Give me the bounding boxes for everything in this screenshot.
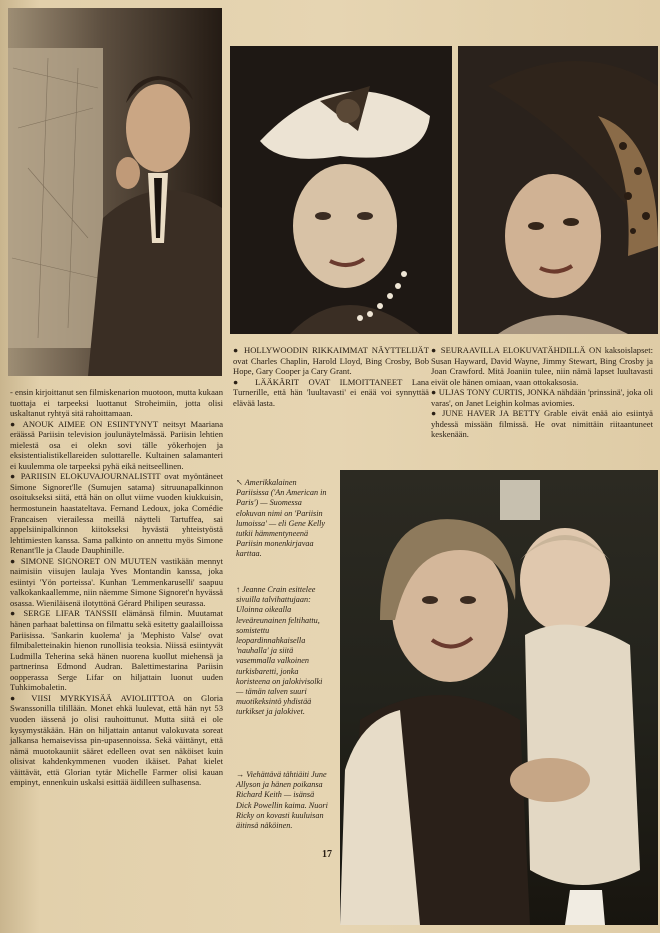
page-number: 17: [322, 849, 332, 860]
photo-leopard-hat: [458, 46, 658, 334]
col3-bullet-1: ● SEURAAVILLA ELOKUVATÄHDILLÄ ON kaksoislapset: Susan Hayward, David Wayne, Jimmy Stewart, Bing Crosby ja Joan Crawford. Mitä Joaniin tulee, niin nämä lapset luultavasti eivät ole hänen omiaan, vaan ottokaksosia.: [431, 345, 654, 387]
col1-paragraph-3: ● PARIISIN ELOKUVAJOURNALISTIT ovat myöntäneet Simone Signoret'lle (Sumujen satama) sitruunapalkinnon osoitukseksi siitä, että hän on ollut viime vuoden kiukkuisin, hermostunein haastateltava. Fernand Ledoux, joka Comédie Francaisen vierailessa meillä näytteli Tartuffea, sai appelsiinipalkinnon kiitokseksi hyvästä yhteistyöstä lehtimiesten kanssa. Sama palkinto on annettu myös Simone Renant'lle ja Claude Dauphinille.: [10, 471, 223, 556]
col1-paragraph-5: ● SERGE LIFAR TANSSII elämänsä filmin. Muutamat hänen parhaat balettinsa on filmattu sekä esitetty gaalailloissa Pariisissa. 'Sankarin kuolema' ja 'Mephisto Valse' ovat filmibaletteinakin hienon runollisia teoksia. Niissä esiintyvät Ludmilla Teherina sekä hänen nuorena kuollut miehensä ja partnerinsa Edmond Audran. Balettimestarina Pariisin oopperassa Serge Lifar on hiljattain luonut uuden Tuhkimobaletin.: [10, 608, 223, 693]
arrow-up-icon: ↑: [236, 585, 241, 594]
photo-june-allyson-son: [340, 470, 658, 925]
photo-white-fur-beret: [230, 46, 452, 334]
caption-jeanne-crain: ↑ Jeanne Crain esittelee sivuilla talvihattujaan: Uloinna oikealla leveäreunainen feltihattu, somistettu leopardinnahkaisella 'nauhalla' ja siitä vasemmalla valkoinen turkisbaretti, jonka koristeena on jalokivisolki — tämän talven suuri muotikeksintö yhdistää turkikset ja jalokivet.: [236, 585, 323, 717]
arrow-right-icon: →: [236, 770, 245, 779]
caption-june-allyson: → Viehättävä tähtiäiti June Allyson ja hänen poikansa Richard Keith — isänsä Dick Powellin kaima. Nuori Ricky on kovasti kuuluisan äitinsä näköinen.: [236, 770, 328, 831]
col2-bullet-1: ● HOLLYWOODIN RIKKAIMMAT NÄYTTELIJÄT ovat Charles Chaplin, Harold Lloyd, Bing Crosby, Bob Hope, Gary Cooper ja Cary Grant.: [233, 345, 429, 377]
col3-bullet-3: ● JUNE HAVER JA BETTY Grable eivät enää aio esiintyä yhdessä missään filmissä. He ovat nimittäin riitaantuneet keskenään.: [431, 408, 653, 440]
arrow-up-left-icon: ↖: [236, 478, 243, 487]
column-1: [10, 387, 223, 788]
caption-gene-kelly: ↖ Amerikkalainen Pariisissa ('An American in Paris') — Suomessa elokuvan nimi on 'Pariisin lumoissa' — eli Gene Kelly tutkii hämmentyneenä Pariisin monenkirjavaa karttaa.: [236, 478, 327, 559]
column-3: [431, 345, 653, 440]
col1-paragraph-6: ● VIISI MYRKYISÄÄ AVIOLIITTOA on Gloria Swanssonilla tilillään. Monet ehkä luulevat, että hän nyt 53 vuoden iässenä jo olisi rauhoittunut. Mutta siitä ei ole kysymystäkään. Hän on hiljattain antanut valokuvata soreat jalkansa hemaisevissa pin-upasennoissa. Sekä väittänyt, että nämä muotokauniit sääret edelleen ovat sen näköiset kuin olisivat kahdenkymmenen vuoden ikäiset. Pahat kielet väittävät, että Glorian tytär Michelle Farmer olisi kauan empinyt, ennenkuin uskalsi esittää äidilleen sulhasensa.: [10, 692, 223, 788]
column-2: [233, 345, 429, 408]
col3-bullet-2: ● ULJAS TONY CURTIS, JONKA nähdään 'prinssinä', joka oli varas', on Janet Leighin kolmas aviomies.: [431, 387, 653, 408]
photo-gene-kelly-map: [8, 8, 222, 376]
col1-paragraph-1: - ensin kirjoittanut sen filmiskenarion muotoon, mutta kukaan tuottaja ei tarpeeksi luottanut Stroheimiin, jotta olisi uskaltanut ryhtyä sitä rahoittamaan.: [10, 387, 223, 419]
col2-bullet-2: ● LÄÄKÄRIT OVAT ILMOITTANEET Lana Turnerille, että hän 'luultavasti' ei enää voi synnyttää elävää lasta.: [233, 376, 429, 408]
col1-paragraph-4: ● SIMONE SIGNORET ON MUUTEN vastikään mennyt naimisiin viisujen laulaja Yves Montandin kanssa, joka esiintyi 'Yön porteissa'. Kunhan 'Lemmenkaruselli' saapuu valkokankaallemme, niin näemme Simone Signoret'n hyvässä osassa. Wieniläisenä ilotyttönä Gérard Philipen seurassa.: [10, 555, 224, 608]
col1-paragraph-2: ● ANOUK AIMEE ON ESIINTYNYT neitsyt Maariana eräässä Pariisin television joulunäytelmässä. Pariisin lehtien mielestä osa ei olekn sovi tälle yökerhojen ja eksistentialistikellareiden sulottarelle. Kultainen salamanteri ei kuulemma ole tarpeeksi pyhä eikä neitseellinen.: [10, 418, 224, 471]
